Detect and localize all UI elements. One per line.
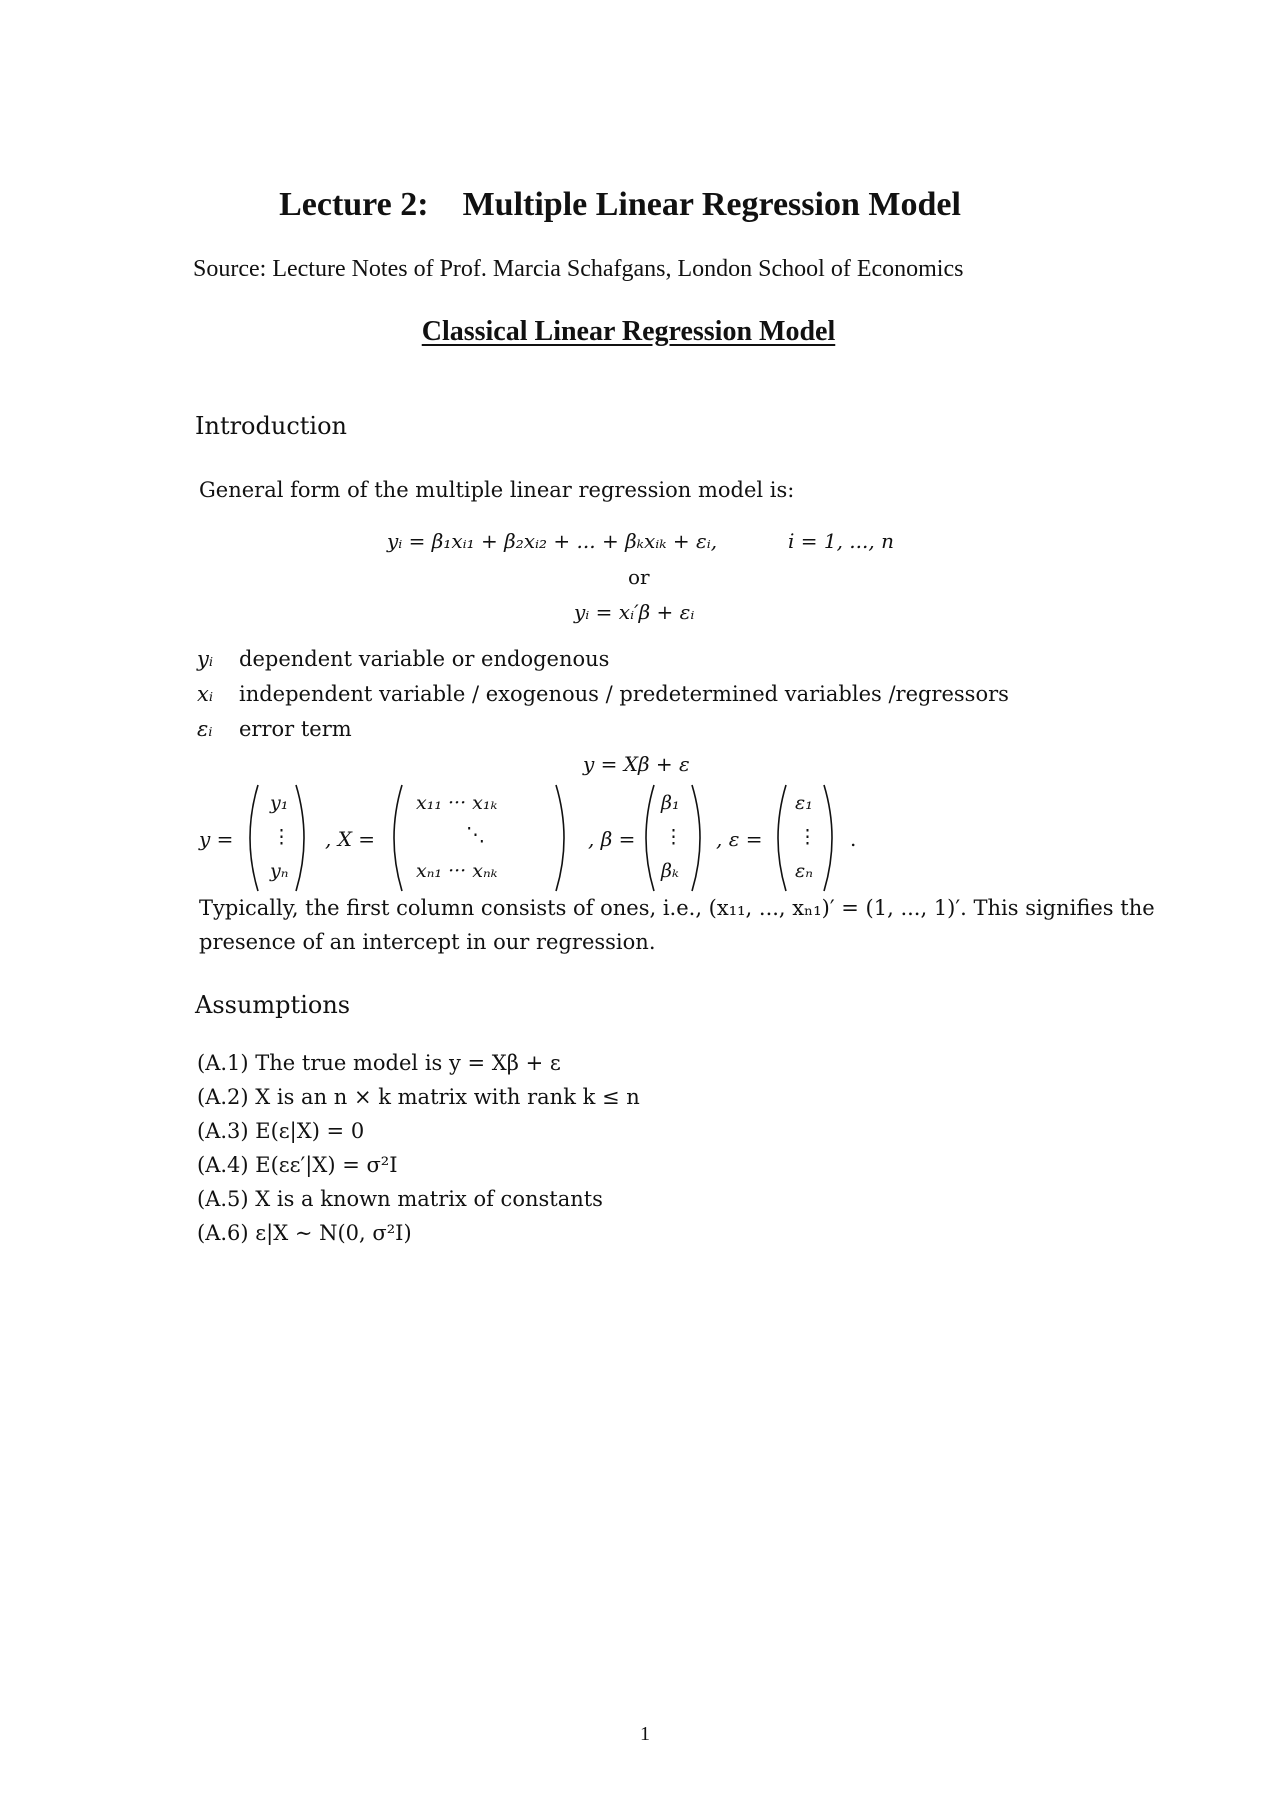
definition-text: error term xyxy=(239,717,352,741)
assumption-item: (A.5) X is a known matrix of constants xyxy=(197,1187,603,1211)
beta-entry: βₖ xyxy=(661,860,679,882)
equation-matrix-form: y = Xβ + ε xyxy=(583,752,690,776)
y-label: y = xyxy=(199,827,234,851)
definition-text: independent variable / exogenous / predetermined variables /regressors xyxy=(239,682,1009,706)
y-entry: yₙ xyxy=(270,860,289,882)
section-title: Classical Linear Regression Model xyxy=(421,316,836,347)
assumptions-heading: Assumptions xyxy=(195,991,351,1019)
X-row-diagonal: ⋱ xyxy=(466,824,485,846)
assumption-item: (A.6) ε|X ∼ N(0, σ²I) xyxy=(197,1221,412,1245)
epsilon-entry: ε₁ xyxy=(795,792,813,814)
X-row-first: x₁₁ ··· x₁ₖ xyxy=(416,792,498,814)
equation-scalar-form: yᵢ = β₁xᵢ₁ + β₂xᵢ₂ + ... + βₖxᵢₖ + εᵢ, xyxy=(387,529,718,553)
source-line: Source: Lecture Notes of Prof. Marcia Schafgans, London School of Economics xyxy=(193,256,964,282)
assumption-item: (A.3) E(ε|X) = 0 xyxy=(197,1119,365,1143)
equation-or: or xyxy=(628,565,650,589)
page-number: 1 xyxy=(640,1723,650,1745)
introduction-heading: Introduction xyxy=(195,412,347,440)
beta-label: , β = xyxy=(588,827,636,851)
assumption-item: (A.1) The true model is y = Xβ + ε xyxy=(197,1051,561,1075)
typically-line-2: presence of an intercept in our regression. xyxy=(199,930,656,954)
assumption-item: (A.2) X is an n × k matrix with rank k ≤ n xyxy=(197,1085,640,1109)
typically-line-1: Typically, the first column consists of ones, i.e., (x₁₁, ..., xₙ₁)′ = (1, ..., 1)′. This signifies the xyxy=(199,896,1155,920)
beta-entry: ⋮ xyxy=(664,826,683,848)
epsilon-entry: εₙ xyxy=(795,860,813,882)
definition-term: εᵢ xyxy=(197,717,213,741)
equation-vector-form: yᵢ = xᵢ′β + εᵢ xyxy=(574,600,695,624)
X-row-last: xₙ₁ ··· xₙₖ xyxy=(416,860,498,882)
equation-index-range: i = 1, ..., n xyxy=(788,529,894,553)
matrix-period: . xyxy=(850,827,857,851)
intro-lead: General form of the multiple linear regression model is: xyxy=(199,478,795,502)
definition-text: dependent variable or endogenous xyxy=(239,647,610,671)
definition-term: xᵢ xyxy=(197,682,214,706)
beta-entry: β₁ xyxy=(661,792,680,814)
X-label: , X = xyxy=(325,827,376,851)
page-title: Lecture 2: Multiple Linear Regression Model xyxy=(279,186,961,223)
definition-term: yᵢ xyxy=(197,647,214,671)
y-entry: ⋮ xyxy=(272,826,291,848)
epsilon-label: , ε = xyxy=(716,827,763,851)
y-entry: y₁ xyxy=(270,792,289,814)
epsilon-entry: ⋮ xyxy=(798,826,817,848)
assumption-item: (A.4) E(εε′|X) = σ²I xyxy=(197,1153,398,1177)
